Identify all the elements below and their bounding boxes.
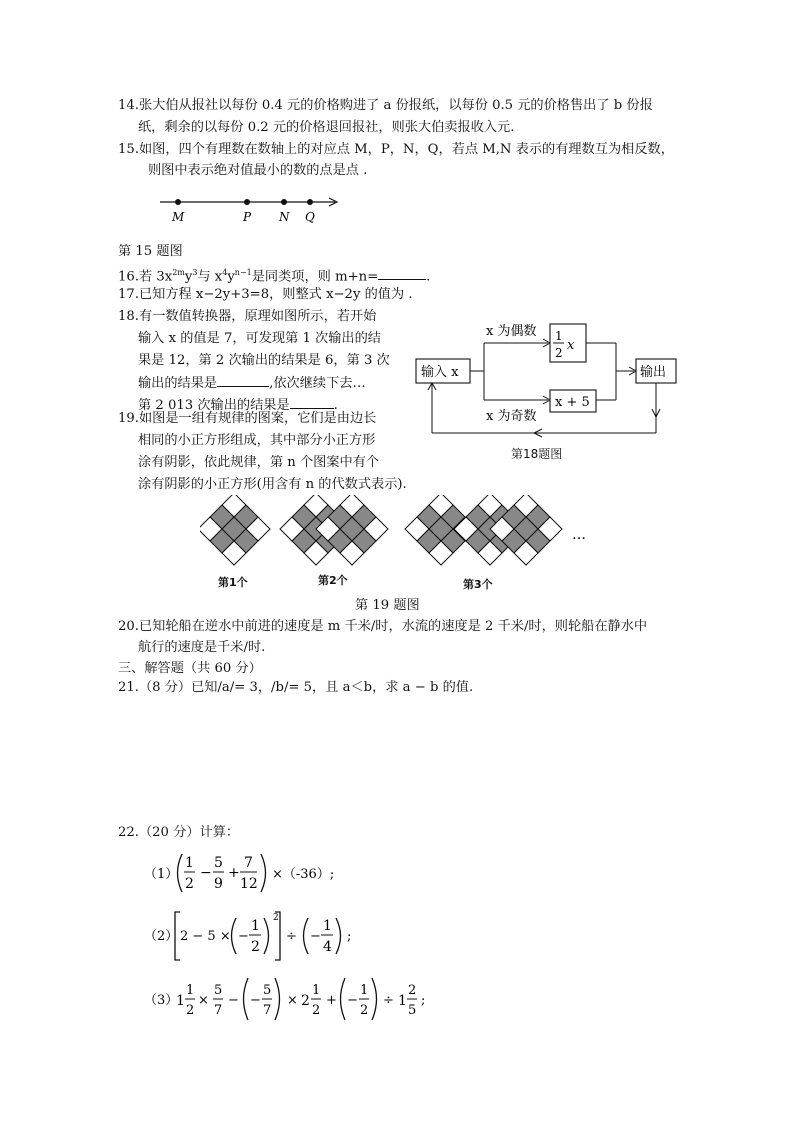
odd-label: x 为奇数 bbox=[486, 409, 537, 424]
even-label: x 为偶数 bbox=[486, 324, 537, 339]
pattern-group bbox=[200, 495, 562, 565]
svg-text:1: 1 bbox=[176, 993, 185, 1009]
label-n: N bbox=[279, 210, 290, 224]
q16-line: 16.若 $3x^{2m}y^3$与 $x^4y^{n-1}$是同类项，则 m+n= . bbox=[118, 268, 431, 285]
q17-line: 17.已知方程 x−2y+3=8，则整式 x−2y 的值为 . bbox=[118, 287, 413, 302]
svg-text:+: + bbox=[228, 865, 240, 881]
svg-text:x: x bbox=[567, 338, 575, 353]
answer-blank bbox=[378, 267, 426, 280]
q19-line4: 涂有阴影的小正方形(用含有 n 的代数式表示). bbox=[138, 477, 407, 492]
svg-text:×（-36）;: ×（-36）; bbox=[272, 867, 335, 882]
q19-line2: 相同的小正方形组成，其中部分小正方形 bbox=[138, 433, 376, 448]
q19-caption: 第 19 题图 bbox=[355, 598, 420, 613]
q18-caption: 第18题图 bbox=[511, 447, 563, 461]
number-line-figure bbox=[150, 190, 350, 226]
q18-line1: 18.有一数值转换器，原理如图所示，若开始 bbox=[118, 309, 377, 324]
svg-text:÷: ÷ bbox=[286, 929, 297, 944]
svg-text:−: − bbox=[250, 993, 261, 1008]
svg-text:（1）: （1） bbox=[144, 867, 179, 882]
svg-text:1: 1 bbox=[186, 983, 195, 998]
svg-text:（3）: （3） bbox=[144, 993, 179, 1008]
q22-part3 bbox=[140, 972, 460, 1028]
point-m bbox=[175, 199, 181, 205]
svg-text:÷: ÷ bbox=[383, 993, 394, 1008]
output-label: 输出 bbox=[640, 365, 667, 380]
svg-text:1: 1 bbox=[555, 329, 563, 343]
svg-text:5: 5 bbox=[408, 1003, 417, 1018]
q21-line: 21.（8 分）已知/a/= 3，/b/= 5，且 a＜b，求 a − b 的值. bbox=[118, 680, 474, 695]
svg-text:7: 7 bbox=[214, 1003, 223, 1018]
label-m: M bbox=[172, 210, 185, 224]
svg-text:−: − bbox=[310, 929, 321, 944]
ellipsis: … bbox=[572, 527, 586, 543]
q22-title: 22.（20 分）计算： bbox=[118, 825, 240, 840]
svg-text:1: 1 bbox=[312, 983, 321, 998]
answer-blank bbox=[217, 374, 269, 387]
svg-text:2: 2 bbox=[408, 983, 417, 998]
svg-text:5: 5 bbox=[214, 855, 223, 871]
svg-text:×: × bbox=[287, 993, 298, 1008]
point-p bbox=[244, 199, 250, 205]
svg-text:2: 2 bbox=[251, 939, 260, 955]
svg-text:1: 1 bbox=[323, 918, 332, 934]
svg-text:2: 2 bbox=[312, 1003, 321, 1018]
svg-text:12: 12 bbox=[240, 876, 258, 892]
svg-text:2: 2 bbox=[186, 1003, 195, 1018]
q18-line2: 输入 x 的值是 7，可发现第 1 次输出的结 bbox=[138, 331, 381, 346]
svg-text:2: 2 bbox=[301, 993, 310, 1009]
svg-text:9: 9 bbox=[214, 876, 223, 892]
svg-text:（2）: （2） bbox=[144, 929, 179, 944]
input-label: 输入 x bbox=[421, 365, 459, 380]
svg-text:;: ; bbox=[421, 993, 426, 1008]
svg-text:−: − bbox=[228, 993, 239, 1008]
svg-text:1: 1 bbox=[251, 918, 260, 934]
svg-text:x + 5: x + 5 bbox=[555, 395, 590, 410]
q19-line1: 19.如图是一组有规律的图案，它们是由边长 bbox=[118, 411, 377, 426]
q18-line4: 输出的结果是 ,依次继续下去… bbox=[138, 376, 366, 391]
label-p: P bbox=[243, 210, 252, 224]
svg-text:×: × bbox=[198, 993, 209, 1008]
q14-line2: 纸，剩余的以每份 0.2 元的价格退回报社，则张大伯卖报收入元. bbox=[138, 120, 515, 135]
pattern-figure bbox=[200, 495, 600, 595]
svg-text:2: 2 bbox=[273, 913, 279, 923]
svg-text:2: 2 bbox=[185, 876, 194, 892]
svg-text:+: + bbox=[326, 993, 337, 1008]
svg-text:1: 1 bbox=[398, 993, 407, 1009]
svg-text:7: 7 bbox=[244, 855, 253, 871]
svg-text:1: 1 bbox=[360, 983, 369, 998]
converter-diagram bbox=[412, 318, 684, 438]
answer-blank bbox=[290, 396, 334, 409]
svg-text:2 − 5 ×: 2 − 5 × bbox=[180, 929, 231, 944]
q15-line2: 则图中表示绝对值最小的数的点是点 . bbox=[148, 163, 368, 178]
q15-line1: 15.如图，四个有理数在数轴上的对应点 M，P，N，Q，若点 M,N 表示的有理数互为相反数， bbox=[118, 142, 674, 157]
svg-text:1: 1 bbox=[185, 855, 194, 871]
svg-text:5: 5 bbox=[263, 983, 272, 998]
pattern-label-3: 第3个 bbox=[463, 578, 493, 591]
q20-line2: 航行的速度是千米/时. bbox=[138, 640, 266, 655]
q20-line1: 20.已知轮船在逆水中前进的速度是 m 千米/时，水流的速度是 2 千米/时，则轮船在静水中 bbox=[118, 619, 648, 634]
section-3-heading: 三、解答题（共 60 分） bbox=[118, 661, 262, 676]
svg-text:;: ; bbox=[347, 929, 352, 944]
q15-caption: 第 15 题图 bbox=[118, 244, 183, 259]
q18-line3: 果是 12，第 2 次输出的结果是 6，第 3 次 bbox=[138, 353, 390, 368]
q22-part2 bbox=[140, 906, 400, 966]
svg-text:4: 4 bbox=[323, 939, 332, 955]
q18-line5: 第 2 013 次输出的结果是 . bbox=[138, 398, 338, 413]
svg-text:2: 2 bbox=[555, 346, 563, 360]
svg-text:7: 7 bbox=[263, 1003, 272, 1018]
q22-part1 bbox=[140, 848, 400, 898]
q19-line3: 涂有阴影，依此规律，第 n 个图案中有个 bbox=[138, 455, 380, 470]
svg-text:−: − bbox=[238, 929, 249, 944]
point-n bbox=[281, 199, 287, 205]
svg-text:−: − bbox=[347, 993, 358, 1008]
q14-line1: 14.张大伯从报社以每份 0.4 元的价格购进了 a 份报纸，以每份 0.5 元的价格售出了 b 份报 bbox=[118, 98, 653, 113]
pattern-label-2: 第2个 bbox=[318, 574, 348, 587]
svg-text:5: 5 bbox=[214, 983, 223, 998]
point-q bbox=[307, 199, 313, 205]
pattern-label-1: 第1个 bbox=[218, 576, 248, 589]
label-q: Q bbox=[305, 210, 315, 224]
svg-text:2: 2 bbox=[360, 1003, 369, 1018]
svg-text:−: − bbox=[200, 865, 212, 881]
